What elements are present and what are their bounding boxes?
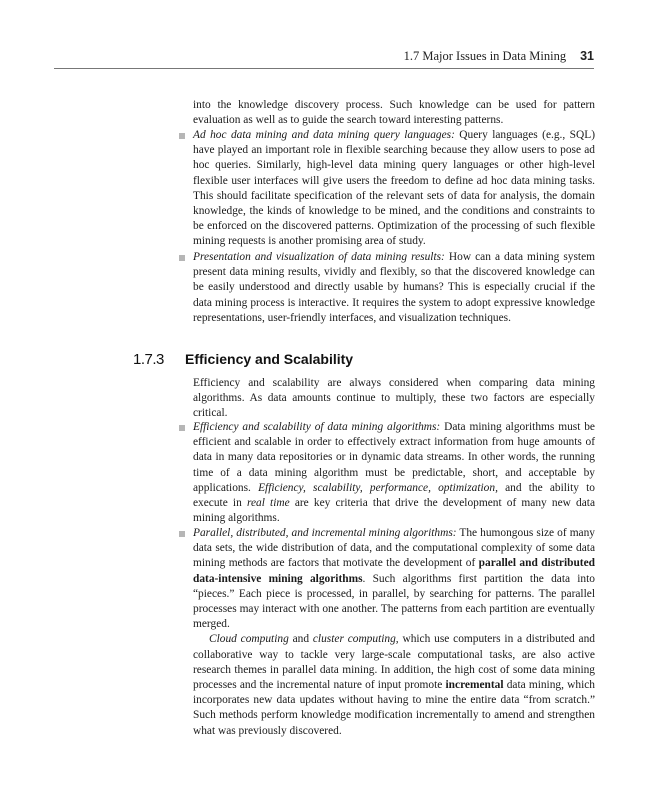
bullet-text: data mining, which incorporates new data updates without having to mine the entire data “from scratch.” Such methods perform knowledge modification incrementally to amend and strengthen what was previously discovered.: [193, 679, 595, 737]
running-head: [404, 48, 594, 64]
section-number: 1.7.3: [133, 351, 164, 368]
section-title: Efficiency and Scalability: [185, 351, 354, 367]
page-number: 31: [580, 49, 594, 63]
cloud-computing-term: Cloud computing: [209, 633, 289, 646]
criteria-terms: Efficiency, scalability, performance, optimization,: [258, 481, 498, 494]
section-intro-paragraph: Efficiency and scalability are always considered when comparing data mining algorithms. As data amounts continue to multiply, these two factors are especially critical.: [193, 377, 595, 420]
bullet-text: which use computers in a distributed and collaborative way to tackle very large-scale computational tasks, are also active research themes in parallel data mining. In addition, the high cost of some data mining processes and the incremental nature of input promote: [193, 633, 595, 692]
bullet-title: Parallel, distributed, and incremental mining algorithms:: [193, 527, 457, 539]
cluster-computing-term: cluster computing,: [312, 633, 399, 646]
header-rule: [54, 68, 594, 69]
bullet-text: How can a data mining system present data mining results, vividly and flexibly, so that the discovered knowledge can be easily understood and directly usable by humans? This is especially crucial if the data mining process is interactive. It requires the system to adopt expressive knowledge representations, user-friendly interfaces, and visualization techniques.: [193, 251, 596, 324]
bullet-text: and the ability to execute in: [193, 481, 595, 510]
bullet-title: Presentation and visualization of data mining results:: [193, 251, 445, 263]
bullet-parallel-distributed: [193, 526, 595, 739]
bullet-text: are key criteria that drive the development of many new data mining algorithms.: [193, 497, 595, 525]
bullet-title: Ad hoc data mining and data mining query languages:: [193, 129, 455, 141]
bullet-presentation-visualization: [193, 250, 595, 326]
section-heading: [133, 350, 353, 369]
bullet-efficiency-scalability: [193, 420, 595, 526]
bullet-marker: [179, 531, 185, 537]
bullet-text: . Such algorithms first partition the data into “pieces.” Each piece is processed, in parallel, by searching for patterns. The parallel processes may interact with one another. The patterns from each partition are eventually merged.: [193, 572, 595, 631]
bullet-marker: [179, 255, 185, 261]
bullet-title: Efficiency and scalability of data mining algorithms:: [193, 421, 441, 433]
bullet-marker: [179, 133, 185, 139]
real-time-term: real time: [246, 497, 290, 510]
intro-paragraph: into the knowledge discovery process. Such knowledge can be used for pattern evaluation as well as to guide the search toward interesting patterns.: [193, 99, 595, 127]
bullet-text: Query languages (e.g., SQL) have played an important role in flexible searching because they allow users to pose ad hoc queries. Similarly, high-level data mining query languages or other high-level flexible user interfaces will give users the freedom to define ad hoc data mining tasks. This should facilitate specification of the relevant sets of data for analysis, the domain knowledge, the kinds of knowledge to be mined, and the conditions and constraints to be enforced on the discovered patterns. Optimization of the processing of such flexible mining requests is another promising area of study.: [193, 129, 595, 248]
parallel-paragraph-1: [193, 526, 595, 632]
bullet-text: Data mining algorithms must be efficient and scalable in order to effectively extract information from huge amounts of data in many data repositories or in dynamic data streams. In other words, the running time of a data mining algorithm must be predictable, short, and acceptable by applications.: [193, 421, 595, 494]
parallel-paragraph-2: [193, 632, 595, 738]
bullet-marker: [179, 425, 185, 431]
bullet-text: The humongous size of many data sets, the wide distribution of data, and the computational complexity of some data mining methods are factors that motivate the development of: [193, 527, 595, 570]
running-head-section: 1.7 Major Issues in Data Mining: [403, 49, 567, 63]
bullet-ad-hoc-queries: [193, 128, 595, 250]
bullet-text: and: [288, 633, 313, 646]
bold-term: parallel and distributed data-intensive mining algorithms: [193, 557, 595, 585]
incremental-term: incremental: [445, 679, 504, 692]
